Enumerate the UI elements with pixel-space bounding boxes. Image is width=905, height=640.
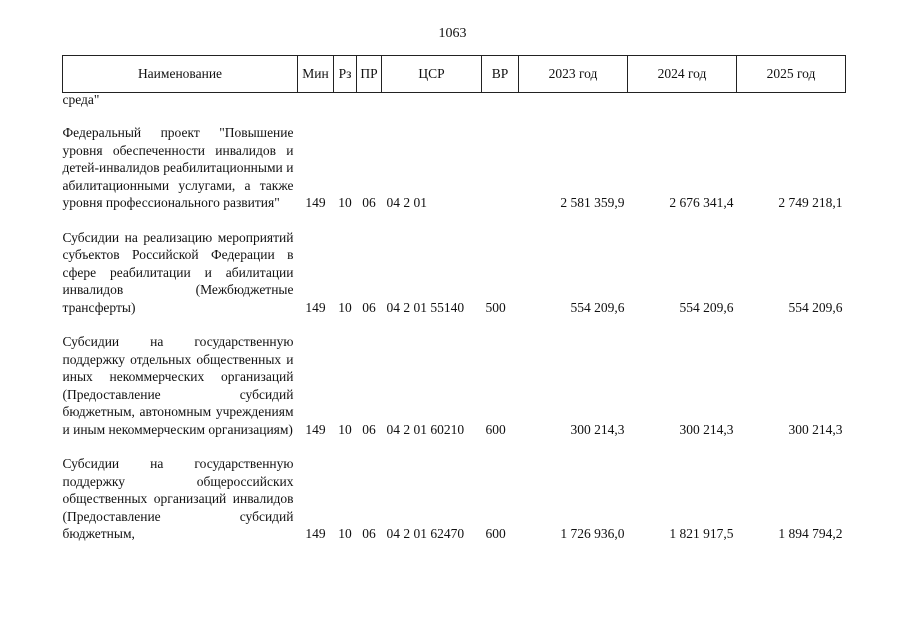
row-spacer — [63, 107, 846, 124]
row-2024: 2 676 341,4 — [669, 195, 734, 210]
row-csr: 04 2 01 — [386, 195, 427, 210]
header-min: Мин — [298, 56, 334, 93]
row-min: 149 — [305, 195, 326, 210]
row-rz: 10 — [338, 299, 352, 315]
row-min: 149 — [305, 299, 326, 315]
row-spacer — [63, 212, 846, 229]
page-number: 1063 — [438, 26, 467, 41]
row-min: 149 — [305, 526, 326, 541]
header-vr: ВР — [482, 56, 519, 93]
row-pr: 06 — [362, 195, 376, 210]
row-2025: 300 214,3 — [788, 421, 843, 437]
table-row — [63, 333, 846, 438]
row-2025: 554 209,6 — [788, 299, 843, 315]
row-rz: 10 — [338, 526, 352, 541]
row-csr: 04 2 01 62470 — [386, 526, 465, 541]
row-vr: 600 — [485, 526, 506, 541]
row-2023: 2 581 359,9 — [560, 195, 625, 210]
header-2024: 2024 год — [628, 56, 737, 93]
header-2025: 2025 год — [737, 56, 846, 93]
row-name: Субсидии на государственную поддержку отдельных общественных и иных некоммерческих организаций (Предоставление субсидий бюджетным, автономным учреждениям и иным некоммерческим организациям) — [62, 334, 294, 437]
row-pr: 06 — [362, 299, 376, 315]
row-name: Субсидии на реализацию мероприятий субъектов Российской Федерации в сфере реабилитации и абилитации инвалидов (Межбюджетные трансферты) — [62, 229, 294, 315]
row-name: Субсидии на государственную поддержку общероссийских общественных организаций инвалидов (Предоставление субсидий бюджетным, — [62, 456, 294, 541]
header-rz: Рз — [334, 56, 357, 93]
row-csr: 04 2 01 60210 — [386, 421, 465, 437]
table-header-row — [63, 56, 846, 93]
row-spacer — [63, 316, 846, 333]
row-2023: 300 214,3 — [570, 421, 625, 437]
row-2025: 1 894 794,2 — [778, 526, 843, 541]
row-rz: 10 — [338, 421, 352, 437]
row-vr: 500 — [485, 299, 506, 315]
row-spacer — [63, 438, 846, 455]
row-2024: 1 821 917,5 — [669, 526, 734, 541]
row-name: Федеральный проект "Повышение уровня обеспеченности инвалидов и детей-инвалидов реабилитационными и абилитационными услугами, а также уровня профессионального развития" — [62, 125, 294, 210]
row-pr: 06 — [362, 421, 376, 437]
row-2023: 554 209,6 — [570, 299, 625, 315]
header-pr: ПР — [357, 56, 382, 93]
table-row — [63, 124, 846, 212]
header-csr: ЦСР — [382, 56, 482, 93]
table-row — [63, 455, 846, 543]
row-2024: 554 209,6 — [679, 299, 734, 315]
header-name: Наименование — [63, 56, 298, 93]
row-vr: 600 — [485, 421, 506, 437]
budget-table — [62, 55, 846, 543]
row-2025: 2 749 218,1 — [778, 195, 843, 210]
header-2023: 2023 год — [519, 56, 628, 93]
row-2024: 300 214,3 — [679, 421, 734, 437]
row-vr — [482, 124, 519, 212]
row-min: 149 — [305, 421, 326, 437]
continuation-row — [63, 93, 846, 108]
continuation-text: среда" — [62, 92, 100, 107]
table-row — [63, 229, 846, 317]
row-2023: 1 726 936,0 — [560, 526, 625, 541]
row-rz: 10 — [338, 195, 352, 210]
row-pr: 06 — [362, 526, 376, 541]
row-csr: 04 2 01 55140 — [386, 299, 465, 315]
